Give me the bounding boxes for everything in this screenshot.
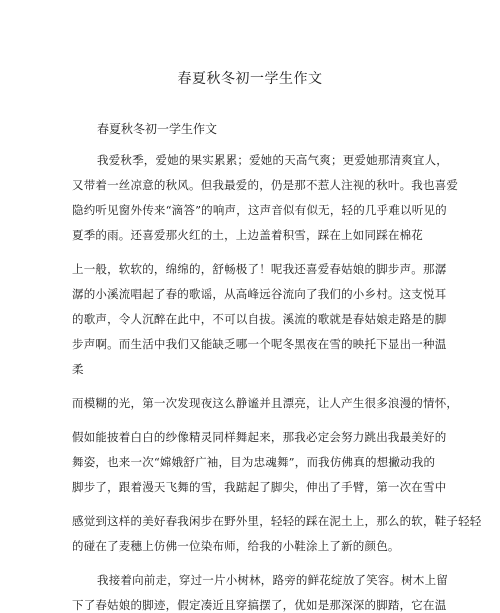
paragraph-line: 感觉到这样的美好春我闲步在野外里，轻轻的踩在泥土上，那么的软，鞋子轻轻 (72, 514, 482, 528)
paragraph-line: 步声啊。而生活中我们又能缺乏哪一个呢冬黑夜在雪的映托下显出一种温 (72, 337, 447, 351)
paragraph-line: 我爱秋季，爱她的果实累累；爱她的天高气爽；更爱她那清爽宜人， (97, 153, 448, 167)
paragraph-line: 我接着向前走，穿过一片小树林，路旁的鲜花绽放了笑容。树木上留 (97, 573, 448, 587)
paragraph-line: 而模糊的光，第一次发现夜这么静谧并且漂亮，让人产生很多浪漫的情怀， (72, 396, 459, 410)
document-subtitle: 春夏秋冬初一学生作文 (97, 122, 218, 136)
paragraph-line: 假如能披着白白的纱像精灵同样舞起来，那我必定会努力跳出我最美好的 (72, 430, 447, 444)
paragraph-line: 下了春姑娘的脚迹，假定凑近且穿搞摆了，优如是那深深的脚踏，它在温 (72, 598, 447, 612)
paragraph-line: 柔 (72, 362, 84, 376)
paragraph-line: 又带着一丝凉意的秋风。但我最爱的，仍是那不惹人注视的秋叶。我也喜爱 (72, 178, 459, 192)
paragraph-line: 隐约听见窗外传来“滴答”的响声，这声音似有似无，轻的几乎难以听见的 (72, 203, 447, 217)
paragraph-line: 的歌声，令人沉醉在此中，不可以自拔。溪流的歌就是春姑娘走路是的脚 (72, 312, 447, 326)
paragraph-line: 潺的小溪流唱起了春的歌谣，从高峰远谷流向了我们的小乡村。这支悦耳 (72, 287, 447, 301)
paragraph-line: 脚步了，跟着漫天飞舞的雪，我踮起了脚尖，伸出了手臂，第一次在雪中 (72, 480, 447, 494)
paragraph-line: 上一般，软软的，绵绵的，舒畅极了！呢我还喜爱春姑娘的脚步声。那潺 (72, 262, 447, 276)
paragraph-line: 夏季的雨。还喜爱那火红的土，上边盖着积雪，踩在上如同踩在棉花 (72, 228, 423, 242)
paragraph-line: 舞姿，也来一次“嫦娥舒广袖，目为忠魂舞”，而我仿佛真的想撇动我的 (72, 455, 436, 469)
paragraph-line: 的碰在了麦穗上仿佛一位染布师，给我的小鞋涂上了新的颜色。 (72, 539, 400, 553)
document-title: 春夏秋冬初一学生作文 (177, 71, 323, 87)
